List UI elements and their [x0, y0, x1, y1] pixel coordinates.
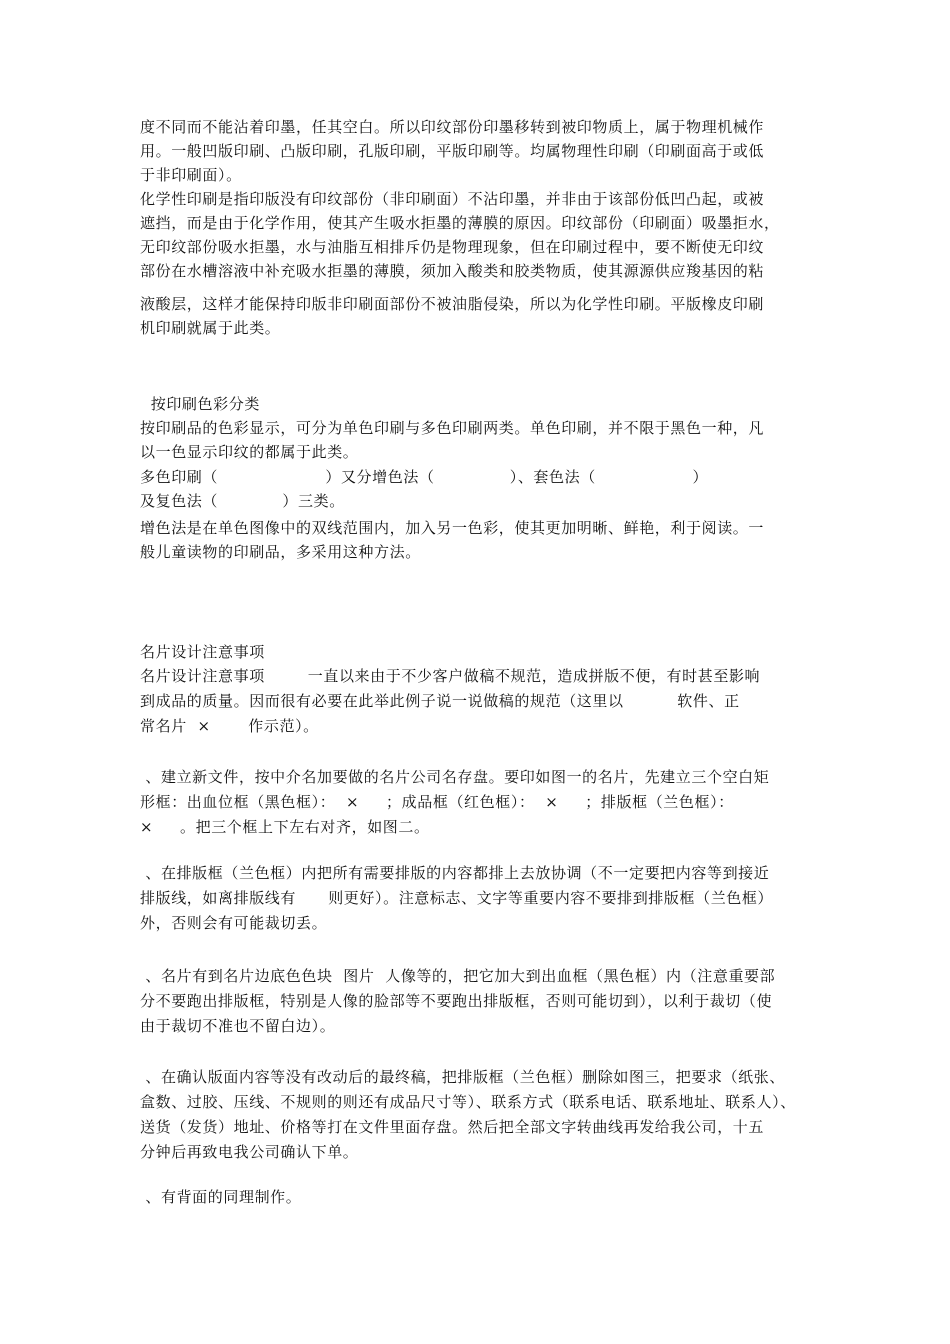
- paragraph-line: 于非印刷面）。: [140, 166, 242, 184]
- paragraph-line: 及复色法（ ）三类。: [140, 492, 345, 510]
- paragraph-line: 到成品的质量。因而很有必要在此举此例子说一说做稿的规范（这里以 软件、正: [140, 692, 740, 710]
- paragraph-line: 名片设计注意事项 一直以来由于不少客户做稿不规范，造成拼版不便，有时甚至影响: [140, 667, 761, 685]
- step-line: 排版线，如离排版线有 则更好）。注意标志、文字等重要内容不要排到排版框（兰色框）: [140, 889, 774, 907]
- paragraph-line: 般儿童读物的印刷品，多采用这种方法。: [140, 543, 421, 561]
- paragraph-line: 用。一般凹版印刷、凸版印刷，孔版印刷，平版印刷等。均属物理性印刷（印刷面高于或低: [140, 142, 765, 160]
- paragraph-line: 部份在水槽溶液中补充吸水拒墨的薄膜，须加入酸类和胶类物质，使其源源供应羧基因的粘: [140, 262, 765, 280]
- step-line: 分钟后再致电我公司确认下单。: [140, 1143, 359, 1161]
- step-line: × 。把三个框上下左右对齐，如图二。: [140, 818, 430, 836]
- paragraph-line: 多色印刷（ ）又分增色法（ ）、套色法（ ）: [140, 468, 709, 486]
- step-line: 分不要跑出排版框，特别是人像的脸部等不要跑出排版框，否则可能切到），以利于裁切（使: [140, 992, 773, 1010]
- step-line: 外，否则会有可能裁切丢。: [140, 914, 328, 932]
- paragraph-line: 液酸层，这样才能保持印版非印刷面部份不被油脂侵染，所以为化学性印刷。平版橡皮印刷: [140, 295, 765, 313]
- step-line: 、有背面的同理制作。: [140, 1188, 302, 1206]
- step-line: 盒数、过胶、压线、不规则的则还有成品尺寸等）、联系方式（联系电话、联系地址、联系人）、: [140, 1093, 796, 1111]
- step-line: 、在确认版面内容等没有改动后的最终稿，把排版框（兰色框）删除如图三，把要求（纸张、: [140, 1068, 785, 1086]
- step-line: 、建立新文件，按中介名加要做的名片公司名存盘。要印如图一的名片，先建立三个空白矩: [140, 768, 770, 786]
- step-line: 由于裁切不准也不留白边）。: [140, 1017, 336, 1035]
- paragraph-line: 增色法是在单色图像中的双线范围内，加入另一色彩，使其更加明晰、鲜艳，利于阅读。一: [140, 519, 765, 537]
- paragraph-line: 化学性印刷是指印版没有印纹部份（非印刷面）不沾印墨，并非由于该部份低凹凸起，或被: [140, 190, 765, 208]
- section-heading-business-card: 名片设计注意事项: [140, 643, 265, 661]
- paragraph-line: 机印刷就属于此类。: [140, 319, 281, 337]
- step-line: 送货（发货）地址、价格等打在文件里面存盘。然后把全部文字转曲线再发给我公司，十五: [140, 1118, 765, 1136]
- paragraph-line: 按印刷品的色彩显示，可分为单色印刷与多色印刷两类。单色印刷，并不限于黑色一种，凡: [140, 419, 765, 437]
- section-heading-color: 按印刷色彩分类: [140, 395, 260, 413]
- paragraph-line: 无印纹部份吸水拒墨，水与油脂互相排斥仍是物理现象，但在印刷过程中，要不断使无印纹: [140, 238, 765, 256]
- paragraph-line: 度不同而不能沾着印墨，任其空白。所以印纹部份印墨移转到被印物质上，属于物理机械作: [140, 118, 765, 136]
- paragraph-line: 以一色显示印纹的都属于此类。: [140, 443, 359, 461]
- paragraph-line: 遮挡，而是由于化学作用，使其产生吸水拒墨的薄膜的原因。印纹部份（印刷面）吸墨拒水，: [140, 214, 780, 232]
- step-line: 、在排版框（兰色框）内把所有需要排版的内容都排上去放协调（不一定要把内容等到接近: [140, 864, 770, 882]
- step-line: 形框：出血位框（黑色框）： × ；成品框（红色框）： × ；排版框（兰色框）：: [140, 793, 734, 811]
- step-line: 、名片有到名片边底色色块 图片 人像等的，把它加大到出血框（黑色框）内（注意重要部: [140, 967, 776, 985]
- paragraph-line: 常名片 × 作示范）。: [140, 717, 319, 735]
